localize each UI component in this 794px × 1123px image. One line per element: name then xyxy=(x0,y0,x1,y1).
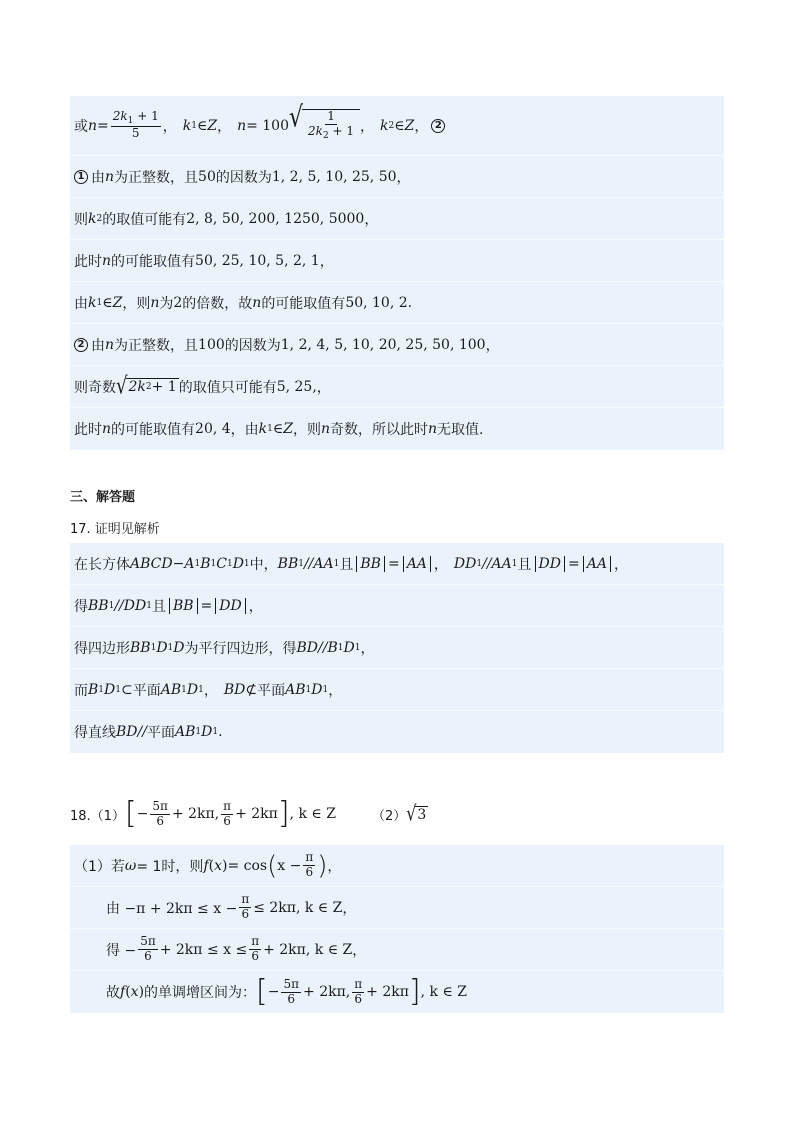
solution-block-1 xyxy=(70,96,724,450)
circled-number-1: 1 xyxy=(74,170,88,184)
sqrt-expression: √ $\frac{1}{2k_2 + 1}$ xyxy=(289,109,360,141)
question-18-answer: 18.（1） [ − $\frac{5\pi}{6}$ + 2kπ, $\frac{\pi}{6}$ + 2kπ ] , k ∈ Z （2） √ 3 xyxy=(70,796,427,831)
proof-line-1: 在长方体 ABCD − A 1 B 1 C 1 D 1 中， BB 1 // AA 1 且 BB = AA ， DD 1 // AA 1 且 DD = AA ， xyxy=(70,543,724,585)
proof-line-4: 而 B 1 D 1 ⊂ 平面 AB 1 D 1 ， BD ⊄ 平面 AB 1 D 1 ， xyxy=(70,669,724,711)
fraction: $\frac{2k_1 + 1}{5}$ xyxy=(112,108,159,141)
circled-number-2: 2 xyxy=(431,119,445,133)
proof-line-5: 得直线 BD // 平面 AB 1 D 1 . xyxy=(74,724,223,741)
solution-line-1: （1）若 ω = 1时，则 f ( x ) = cos ( x − $\frac{\pi}{6}$ ) ， xyxy=(70,845,724,887)
line-n-expressions: 或 n = $\frac{2k_1 + 1}{5}$ ， k 1 ∈ Z ， n = 100 √ $\frac{1}{2k_2 + 1}$ ， k 2 ∈ Z ， 2 xyxy=(70,96,724,156)
line-n-values: 此时 n 的可能取值有 50, 25, 10, 5, 2, 1 ， xyxy=(70,240,724,282)
circled-number-2: 2 xyxy=(74,338,88,352)
line-odd-sqrt: 则奇数 √ 2k 2 + 1 的取值只可能有 5, 25, ， xyxy=(70,366,724,408)
proof-block-17 xyxy=(70,543,724,753)
solution-line-4: 故 f ( x ) 的单调增区间为： [ − $\frac{5\pi}{6}$ + 2kπ, $\frac{\pi}{6}$ + 2kπ ] , k ∈ Z xyxy=(106,974,468,1009)
line-k1-condition: 由 k 1 ∈ Z ，则 n 为 2 的倍数，故 n 的可能取值有 50, 10, 2 . xyxy=(70,282,724,324)
question-17-label: 17. 证明见解析 xyxy=(70,522,160,537)
line-no-value: 此时 n 的可能取值有 20, 4 ，由 k 1 ∈ Z ，则 n 奇数，所以此时 n 无取值. xyxy=(74,421,484,438)
solution-block-18 xyxy=(70,845,724,1013)
line-case-1: 1 由 n 为正整数，且 50 的因数为 1, 2, 5, 10, 25, 50 ， xyxy=(70,156,724,198)
proof-line-2: 得 BB 1 // DD 1 且 BB = DD ， xyxy=(70,585,724,627)
section-title: 三、解答题 xyxy=(70,490,136,505)
line-case-2: 2 由 n 为正整数，且 100 的因数为 1, 2, 4, 5, 10, 20, 25, 50, 100 ， xyxy=(70,324,724,366)
solution-line-2: 由 −π + 2kπ ≤ x − $\frac{\pi}{6}$ ≤ 2kπ, k ∈ Z ， xyxy=(70,887,724,929)
solution-line-3: 得 − $\frac{5\pi}{6}$ + 2kπ ≤ x ≤ $\frac{\pi}{6}$ + 2kπ, k ∈ Z ， xyxy=(70,929,724,971)
line-k2-values: 则 k 2 的取值可能有 2, 8, 50, 200, 1250, 5000 ， xyxy=(70,198,724,240)
proof-line-3: 得四边形 BB 1 D 1 D 为平行四边形，得 BD // B 1 D 1 ， xyxy=(70,627,724,669)
